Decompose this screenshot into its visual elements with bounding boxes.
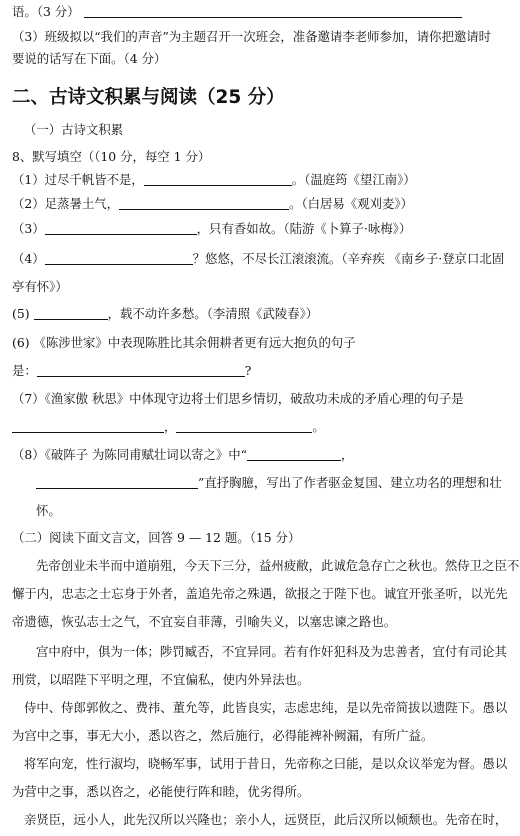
passage-line: 侍中、侍郎郭攸之、费祎、董允等，此皆良实，志虑忠纯，是以先帝简拔以遗陛下。愚以 xyxy=(24,700,508,715)
fill-item-1 xyxy=(12,171,510,189)
fill-item-3-suffix: ，只有香如故。（陆游《卜算子·咏梅》） xyxy=(196,221,412,236)
passage-line: 为营中之事，悉以咨之，必能使行阵和睦，优劣得所。 xyxy=(12,784,310,799)
answer-blank[interactable] xyxy=(45,221,197,235)
passage-line: 帝遗德，恢弘志士之气，不宜妄自菲薄，引喻失义，以塞忠谏之路也。 xyxy=(12,614,397,629)
fill-item-4-line2: 亭有怀》） xyxy=(12,279,68,294)
fill-item-7-line2 xyxy=(12,418,510,436)
fill-item-3-prefix: （3） xyxy=(12,221,45,236)
fill-item-2-prefix: （2）足蒸暑土气， xyxy=(12,196,120,211)
q3-tail-text: 语。（3 分） xyxy=(12,4,80,19)
fill-item-8-line3: 怀。 xyxy=(36,503,61,518)
answer-blank[interactable] xyxy=(119,196,289,210)
fill-item-4-suffix: ？悠悠，不尽长江滚滚流。（辛弃疾 《南乡子·登京口北固 xyxy=(192,251,505,266)
fill-item-7-line1: （7）《渔家傲 秋思》中体现守边将士们思乡情切，破敌功未成的矛盾心理的句子是 xyxy=(12,391,464,406)
fill-item-8-line1 xyxy=(12,446,510,464)
passage-line: 宫中府中，俱为一体；陟罚臧否，不宜异同。若有作奸犯科及为忠善者，宜付有司论其 xyxy=(36,644,507,659)
fill-item-6-line1: (6) 《陈涉世家》中表现陈胜比其余佣耕者更有远大抱负的句子 xyxy=(12,335,356,350)
passage-line: 将军向宠，性行淑均，晓畅军事，试用于昔日，先帝称之曰能，是以众议举宠为督。愚以 xyxy=(24,756,508,771)
q3-class-line2: 要说的话写在下面。（4 分） xyxy=(12,51,167,66)
fill-item-1-prefix: （1）过尽千帆皆不是， xyxy=(12,172,144,187)
fill-item-3 xyxy=(12,220,510,238)
answer-blank[interactable] xyxy=(12,419,164,433)
answer-blank[interactable] xyxy=(84,4,462,18)
fill-item-8-line2 xyxy=(12,474,510,492)
section-title: 二、古诗文积累与阅读（25 分） xyxy=(12,87,285,108)
q3-class-line1: （3）班级拟以“我们的声音”为主题召开一次班会，准备邀请李老师参加，请你把邀请时 xyxy=(12,29,492,44)
sub1-title: （一）古诗文积累 xyxy=(24,122,124,137)
fill-item-5-suffix: ，载不动许多愁。（李清照《武陵春》） xyxy=(107,306,319,321)
q8-title: 8、默写填空（（10 分，每空 1 分） xyxy=(12,149,211,164)
answer-blank[interactable] xyxy=(176,419,312,433)
fill-item-8-prefix: （8）《破阵子 为陈同甫赋壮词以寄之》中“ xyxy=(12,447,247,462)
passage-line: 刑赏，以昭陛下平明之理，不宜偏私，使内外异法也。 xyxy=(12,672,310,687)
sub2-title: （二）阅读下面文言文，回答 9 — 12 题。（15 分） xyxy=(12,530,301,545)
passage-line: 先帝创业未半而中道崩殂，今天下三分，益州疲敝，此诚危急存亡之秋也。然侍卫之臣不 xyxy=(36,558,520,573)
fill-item-5 xyxy=(12,305,510,323)
fill-item-6-line2 xyxy=(12,362,510,380)
passage-line: 懈于内，忠志之士忘身于外者，盖追先帝之殊遇，欲报之于陛下也。诚宜开张圣听，以光先 xyxy=(12,586,508,601)
answer-blank[interactable] xyxy=(45,251,193,265)
fill-item-8-comma: ， xyxy=(341,447,354,462)
passage-line: 亲贤臣，远小人，此先汉所以兴隆也；亲小人，远贤臣，此后汉所以倾颓也。先帝在时， xyxy=(24,812,508,827)
fill-item-8-suffix: ”直抒胸臆，写出了作者驱金复国、建立功名的理想和壮 xyxy=(198,475,502,490)
fill-item-7-period: 。 xyxy=(312,419,325,434)
fill-item-7-comma: ， xyxy=(164,419,177,434)
answer-blank[interactable] xyxy=(144,172,292,186)
fill-item-5-prefix: (5) xyxy=(12,306,30,321)
passage-line: 为宫中之事，事无大小，悉以咨之，然后施行，必得能裨补阙漏，有所广益。 xyxy=(12,728,434,743)
fill-item-4 xyxy=(12,250,510,268)
q3-tail-line xyxy=(12,3,510,21)
fill-item-6-suffix: ? xyxy=(244,363,252,378)
answer-blank[interactable] xyxy=(36,475,198,489)
fill-item-1-suffix: 。（温庭筠《望江南》） xyxy=(291,172,416,187)
fill-item-6-prefix: 是： xyxy=(12,363,37,378)
answer-blank[interactable] xyxy=(37,363,245,377)
answer-blank[interactable] xyxy=(34,306,108,320)
answer-blank[interactable] xyxy=(247,447,341,461)
fill-item-4-prefix: （4） xyxy=(12,251,45,266)
fill-item-2-suffix: 。（白居易《观刈麦》） xyxy=(289,196,413,211)
fill-item-2 xyxy=(12,195,510,213)
